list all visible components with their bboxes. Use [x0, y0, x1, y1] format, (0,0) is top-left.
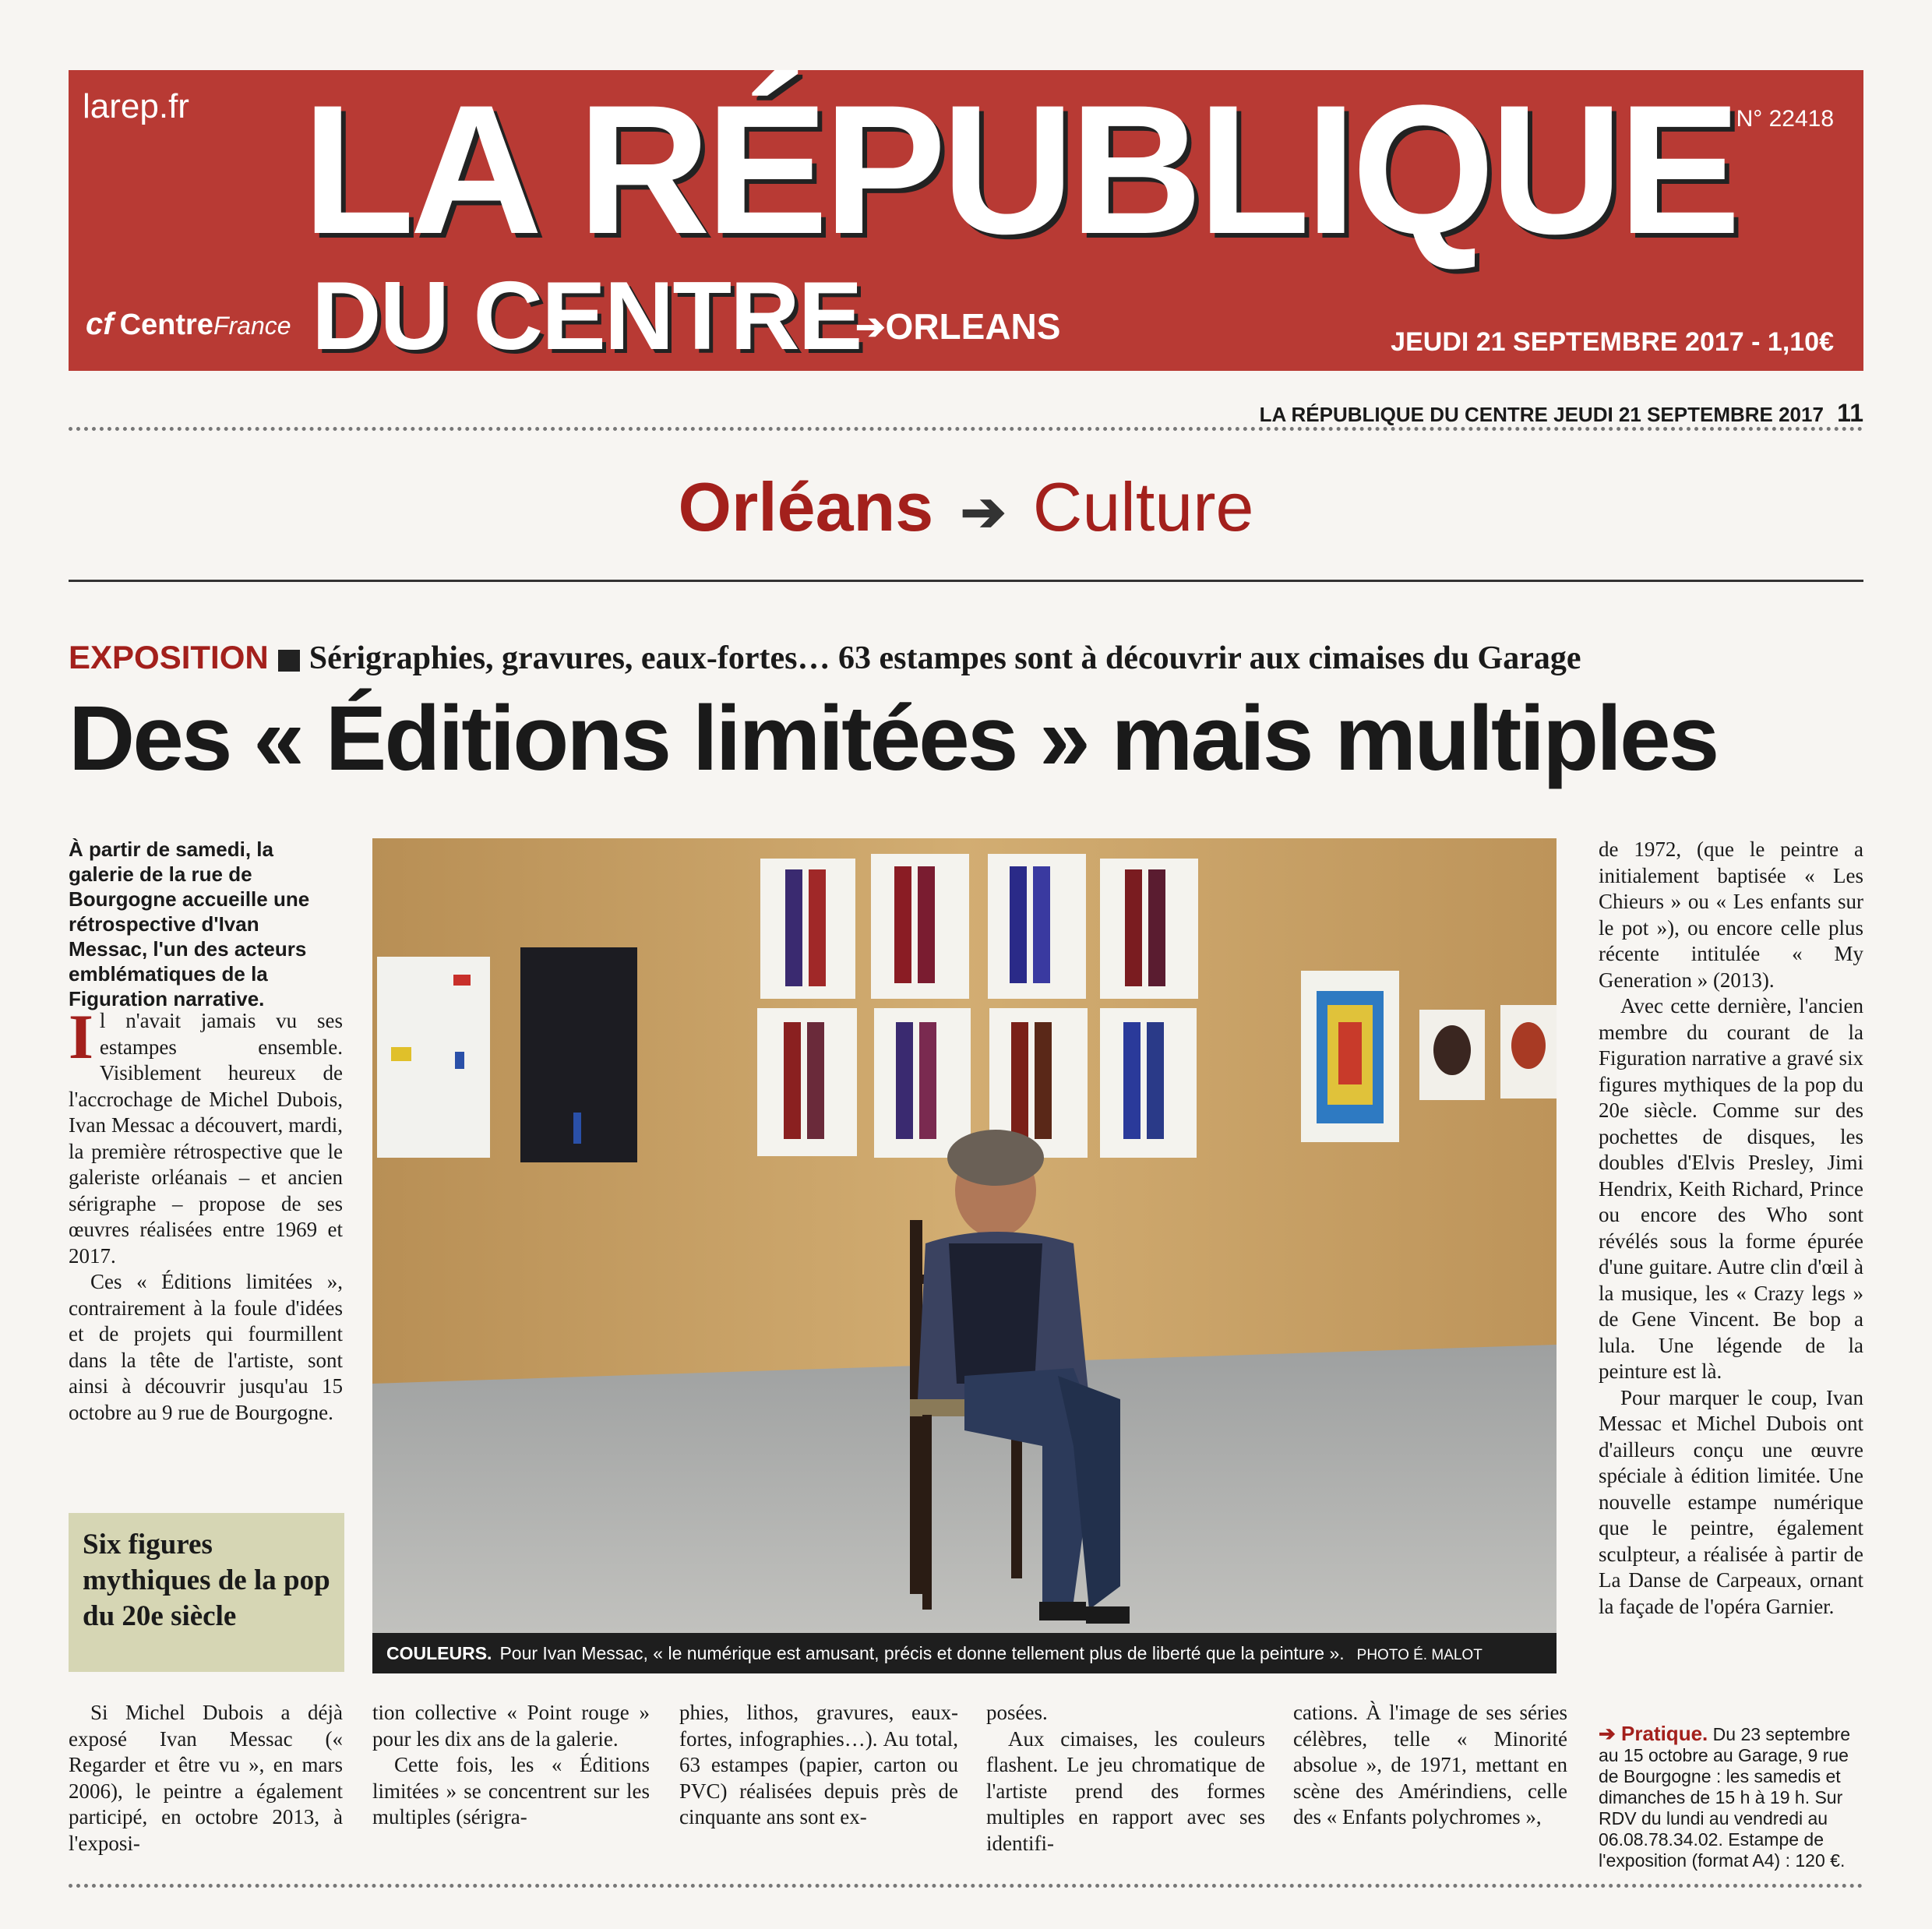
- colR-paragraph-1: de 1972, (que le peintre a initialement baptisée « Les Chieurs » ou « Les enfants sur le pot »), ou encore celle plus récente intitulée « My Generation » (2013).: [1599, 838, 1863, 992]
- bottom-col5-text: cations. À l'image de ses séries célèbres, telle « Minorité absolue », de 1971, mettant en scène des Amérindiens, celle des « Enfants polychromes »,: [1293, 1701, 1567, 1828]
- bottom-col2-p2: Cette fois, les « Éditions limitées » se concentrent sur les multiples (sérigra-: [372, 1753, 650, 1828]
- dropcap: I: [69, 1001, 93, 1072]
- brand-sub: France: [213, 312, 291, 340]
- bottom-column-3: [679, 1700, 958, 1831]
- bottom-col4-p1: posées.: [986, 1701, 1048, 1724]
- folio-date: JEUDI 21 SEPTEMBRE 2017: [1553, 403, 1824, 426]
- chapo: À partir de samedi, la galerie de la rue de Bourgogne accueille une rétrospective d'Ivan Messac, l'un des acteurs emblématiques de la Figuration narrative.: [69, 838, 310, 1010]
- bottom-col4-p2: Aux cimaises, les couleurs flashent. Le jeu chromatique de l'artiste prend des formes multiples en rapport avec ses identifi-: [986, 1726, 1265, 1855]
- caption-label: COULEURS.: [386, 1643, 492, 1663]
- photo-illustration: [372, 838, 1557, 1673]
- colR-paragraph-3: Pour marquer le coup, Ivan Messac et Michel Dubois ont d'ailleurs conçu une œuvre spéciale à édition limitée. Une nouvelle estampe numérique que le peintre, également sculpteur, a réalisée à partir de La Danse de Carpeaux, ornant la façade de l'opéra Garnier.: [1599, 1385, 1863, 1618]
- article-photo: [372, 838, 1557, 1673]
- issue-number: N° 22418: [1736, 106, 1834, 132]
- pullquote-box: [69, 1513, 344, 1672]
- arrow-right-icon: ➔: [960, 481, 1007, 542]
- newspaper-subtitle: DU CENTRE: [312, 263, 862, 370]
- kicker: [69, 639, 1581, 677]
- section-city: Orléans: [678, 468, 934, 545]
- pratique-info: [1599, 1723, 1863, 1871]
- centre-france-icon: cf: [86, 307, 114, 341]
- colA-paragraph-2: Ces « Éditions limitées », contrairement à la foule d'idées et de projets qui fourmillent dans la tête de l'artiste, sont ainsi à découvrir jusqu'au 15 octobre au 9 rue de Bourgogne.: [69, 1270, 343, 1424]
- column-right: [1599, 837, 1863, 1620]
- bottom-column-5: [1293, 1700, 1567, 1831]
- bottom-col3-text: phies, lithos, gravures, eaux-fortes, infographies…). Au total, 63 estampes (papier, carton ou PVC) réalisées depuis près de cinquante ans sont ex-: [679, 1701, 958, 1828]
- folio-paper: LA RÉPUBLIQUE DU CENTRE: [1259, 403, 1548, 426]
- column-left: [69, 1001, 343, 1426]
- bottom-col2-p1: tion collective « Point rouge » pour les dix ans de la galerie.: [372, 1701, 650, 1751]
- kicker-text: Sérigraphies, gravures, eaux-fortes… 63 estampes sont à découvrir aux cimaises du Garage: [308, 640, 1581, 676]
- top-dotted-rule: [69, 427, 1863, 431]
- section-heading: [0, 467, 1932, 547]
- pratique-text: Du 23 septembre au 15 octobre au Garage, 9 rue de Bourgogne : les samedis et dimanches de 15 h à 19 h. Sur RDV du lundi au vendredi au 06.08.78.34.02. Estampe de l'exposition (format A4) : 120 €.: [1599, 1724, 1851, 1871]
- edition-label: ➔ORLEANS: [855, 306, 1061, 347]
- headline: Des « Éditions limitées » mais multiples: [69, 687, 1718, 790]
- page-number: 11: [1837, 399, 1863, 427]
- photo-caption: [372, 1633, 1557, 1673]
- bottom-dotted-rule: [69, 1884, 1863, 1888]
- kicker-tag: EXPOSITION: [69, 639, 269, 675]
- folio-line: [1260, 399, 1863, 428]
- masthead: [69, 67, 1863, 371]
- bottom-column-2: [372, 1700, 650, 1831]
- colA-paragraph-1: l n'avait jamais vu ses estampes ensemble. Visiblement heureux de l'accrochage de Michel Dubois, Ivan Messac a découvert, mardi, la première rétrospective que le galeriste orléanais – et ancien sérigraphe – propose de ses œuvres réalisées entre 1969 et 2017.: [69, 1009, 343, 1268]
- colR-paragraph-2: Avec cette dernière, l'ancien membre du courant de la Figuration narrative a gravé six figures mythiques de la pop du 20e siècle. Comme sur des pochettes de disques, les doubles d'Elvis Presley, Jimi Hendrix, Keith Richard, Prince ou encore des Who sont révélés sous la forme épurée d'une guitare. Autre clin d'œil à la musique, les « Crazy legs » de Gene Vincent. Be bop a lula. Une légende de la peinture est là.: [1599, 994, 1863, 1383]
- site-url: larep.fr: [83, 87, 189, 125]
- pullquote-text: Six figures mythiques de la pop du 20e siècle: [83, 1529, 330, 1632]
- photo-credit: PHOTO É. MALOT: [1356, 1647, 1482, 1663]
- square-bullet-icon: [278, 650, 300, 672]
- newspaper-title: LA RÉPUBLIQUE: [302, 67, 1736, 273]
- section-topic: Culture: [1032, 468, 1254, 545]
- caption-text: Pour Ivan Messac, « le numérique est amusant, précis et donne tellement plus de liberté que la peinture ».: [499, 1643, 1345, 1663]
- date-price: JEUDI 21 SEPTEMBRE 2017 - 1,10€: [1391, 327, 1834, 357]
- section-rule: [69, 580, 1863, 582]
- bottom-column-1: [69, 1700, 343, 1857]
- bottom-col1-text: Si Michel Dubois a déjà exposé Ivan Messac (« Regarder et être vu », en mars 2006), le peintre a également participé, en octobre 2013, à l'exposi-: [69, 1701, 343, 1855]
- brand-name: Centre: [119, 309, 213, 341]
- centre-france-logo: [86, 307, 291, 342]
- pratique-label: ➔ Pratique.: [1599, 1722, 1708, 1745]
- bottom-column-4: [986, 1700, 1265, 1857]
